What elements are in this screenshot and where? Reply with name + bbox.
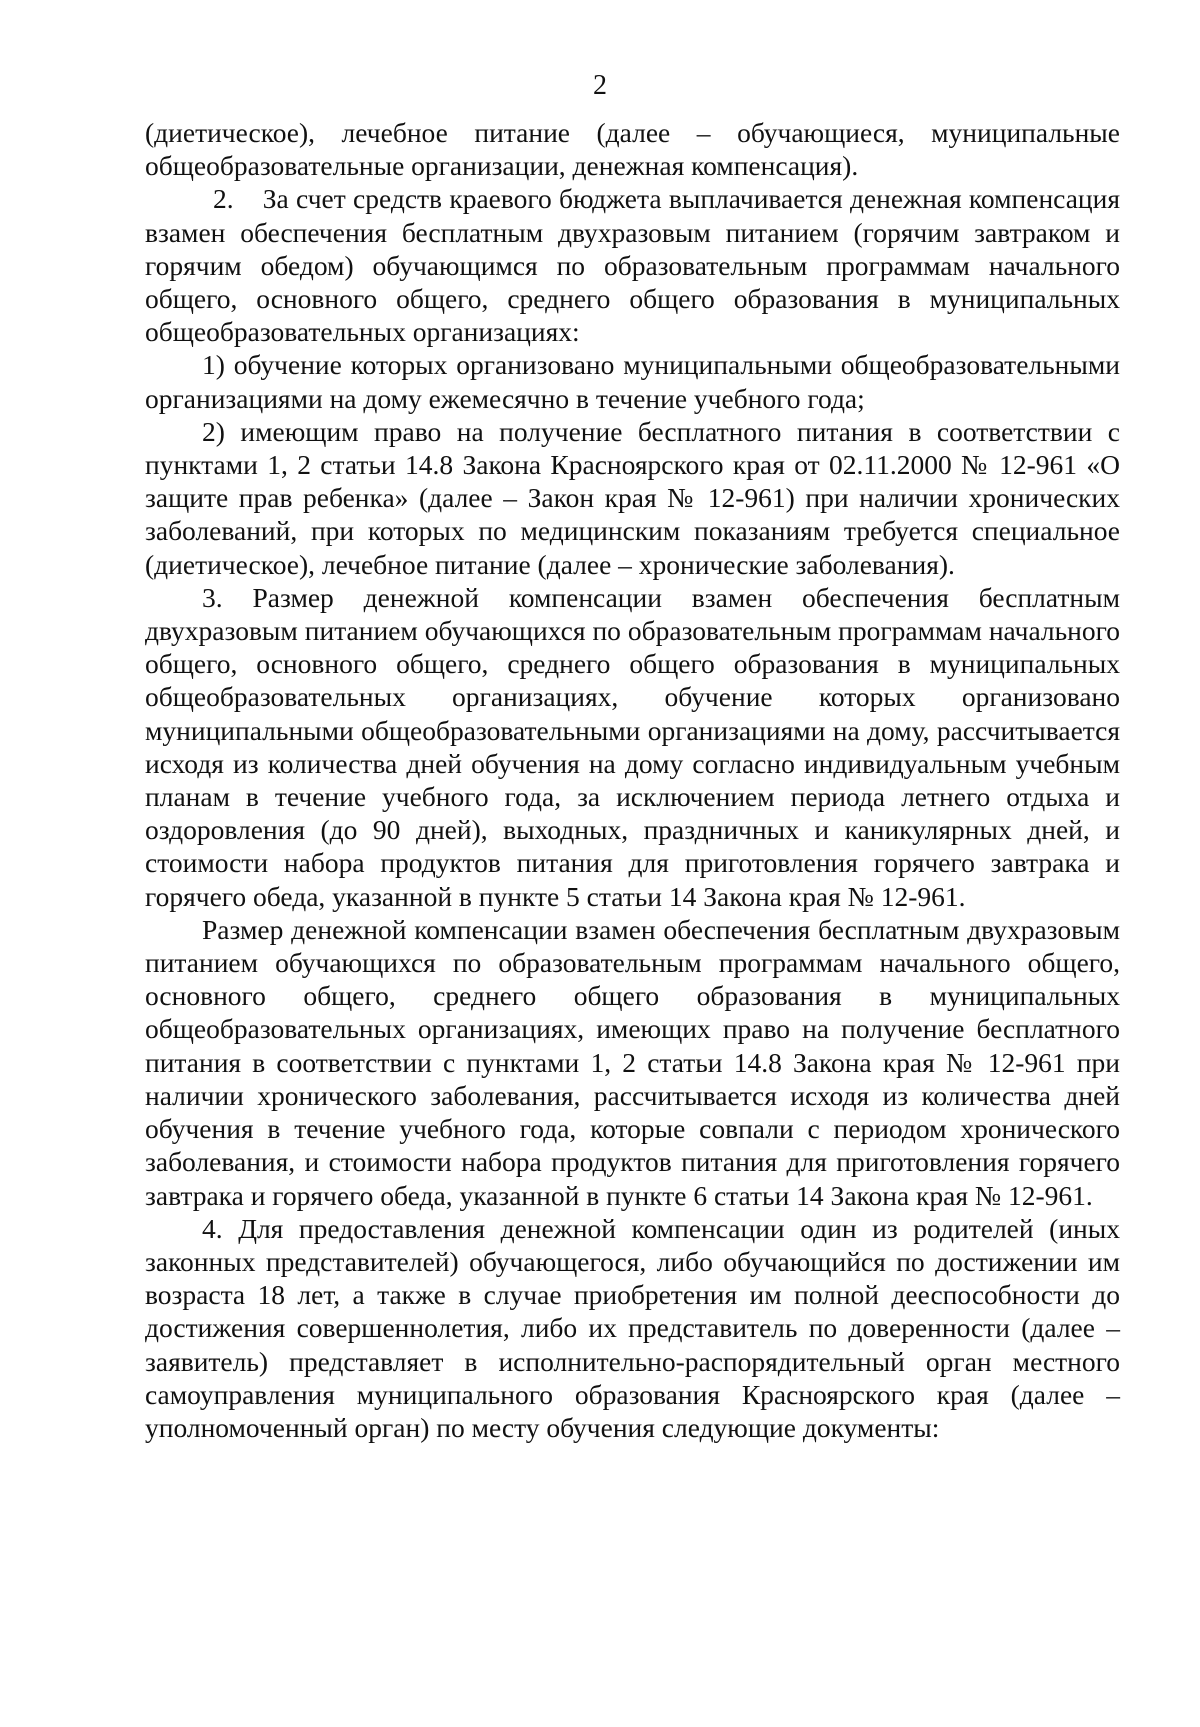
document-body (145, 116, 1120, 1444)
paragraph-item-3-continued: Размер денежной компенсации взамен обеспечения бесплатным двухразовым питанием обучающихся по образовательным программам начального общего, основного общего, среднего общего образования в муниципальных общеобразовательных организациях, имеющих право на получение бесплатного питания в соответствии с пунктами 1, 2 статьи 14.8 Закона края № 12-961 при наличии хронического заболевания, рассчитывается исходя из количества дней обучения в течение учебного года, которые совпали с периодом хронического заболевания, и стоимости набора продуктов питания для приготовления горячего завтрака и горячего обеда, указанной в пункте 6 статьи 14 Закона края № 12-961. (145, 913, 1120, 1211)
paragraph-continuation: (диетическое), лечебное питание (далее – обучающиеся, муниципальные общеобразовательные организации, денежная компенсация). (145, 117, 1120, 182)
paragraph-item-2: 2. За счет средств краевого бюджета выплачивается денежная компенсация взамен обеспечения бесплатным двухразовым питанием (горячим завтраком и горячим обедом) обучающимся по образовательным программам начального общего, основного общего, среднего общего образования в муниципальных общеобразовательных организациях: (145, 183, 1120, 348)
page-number: 2 (593, 70, 607, 101)
paragraph-item-3: 3. Размер денежной компенсации взамен обеспечения бесплатным двухразовым питанием обучающихся по образовательным программам начального общего, основного общего, среднего общего образования в муниципальных общеобразовательных организациях, обучение которых организовано муниципальными общеобразовательными организациями на дому, рассчитывается исходя из количества дней обучения на дому согласно индивидуальным учебным планам в течение учебного года, за исключением периода летнего отдыха и оздоровления (до 90 дней), выходных, праздничных и каникулярных дней, и стоимости набора продуктов питания для приготовления горячего завтрака и горячего обеда, указанной в пункте 5 статьи 14 Закона края № 12-961. (145, 581, 1120, 912)
paragraph-subitem-1: 1) обучение которых организовано муниципальными общеобразовательными организациями на дому ежемесячно в течение учебного года; (145, 349, 1120, 414)
paragraph-subitem-2: 2) имеющим право на получение бесплатного питания в соответствии с пунктами 1, 2 статьи 14.8 Закона Красноярского края от 02.11.2000 № 12-961 «О защите прав ребенка» (далее – Закон края № 12-961) при наличии хронических заболеваний, при которых по медицинским показаниям требуется специальное (диетическое), лечебное питание (далее – хронические заболевания). (145, 415, 1120, 580)
paragraph-item-4: 4. Для предоставления денежной компенсации один из родителей (иных законных представителей) обучающегося, либо обучающийся по достижении им возраста 18 лет, а также в случае приобретения им полной дееспособности до достижения совершеннолетия, либо их представитель по доверенности (далее – заявитель) представляет в исполнительно-распорядительный орган местного самоуправления муниципального образования Красноярского края (далее – уполномоченный орган) по месту обучения следующие документы: (145, 1212, 1120, 1443)
